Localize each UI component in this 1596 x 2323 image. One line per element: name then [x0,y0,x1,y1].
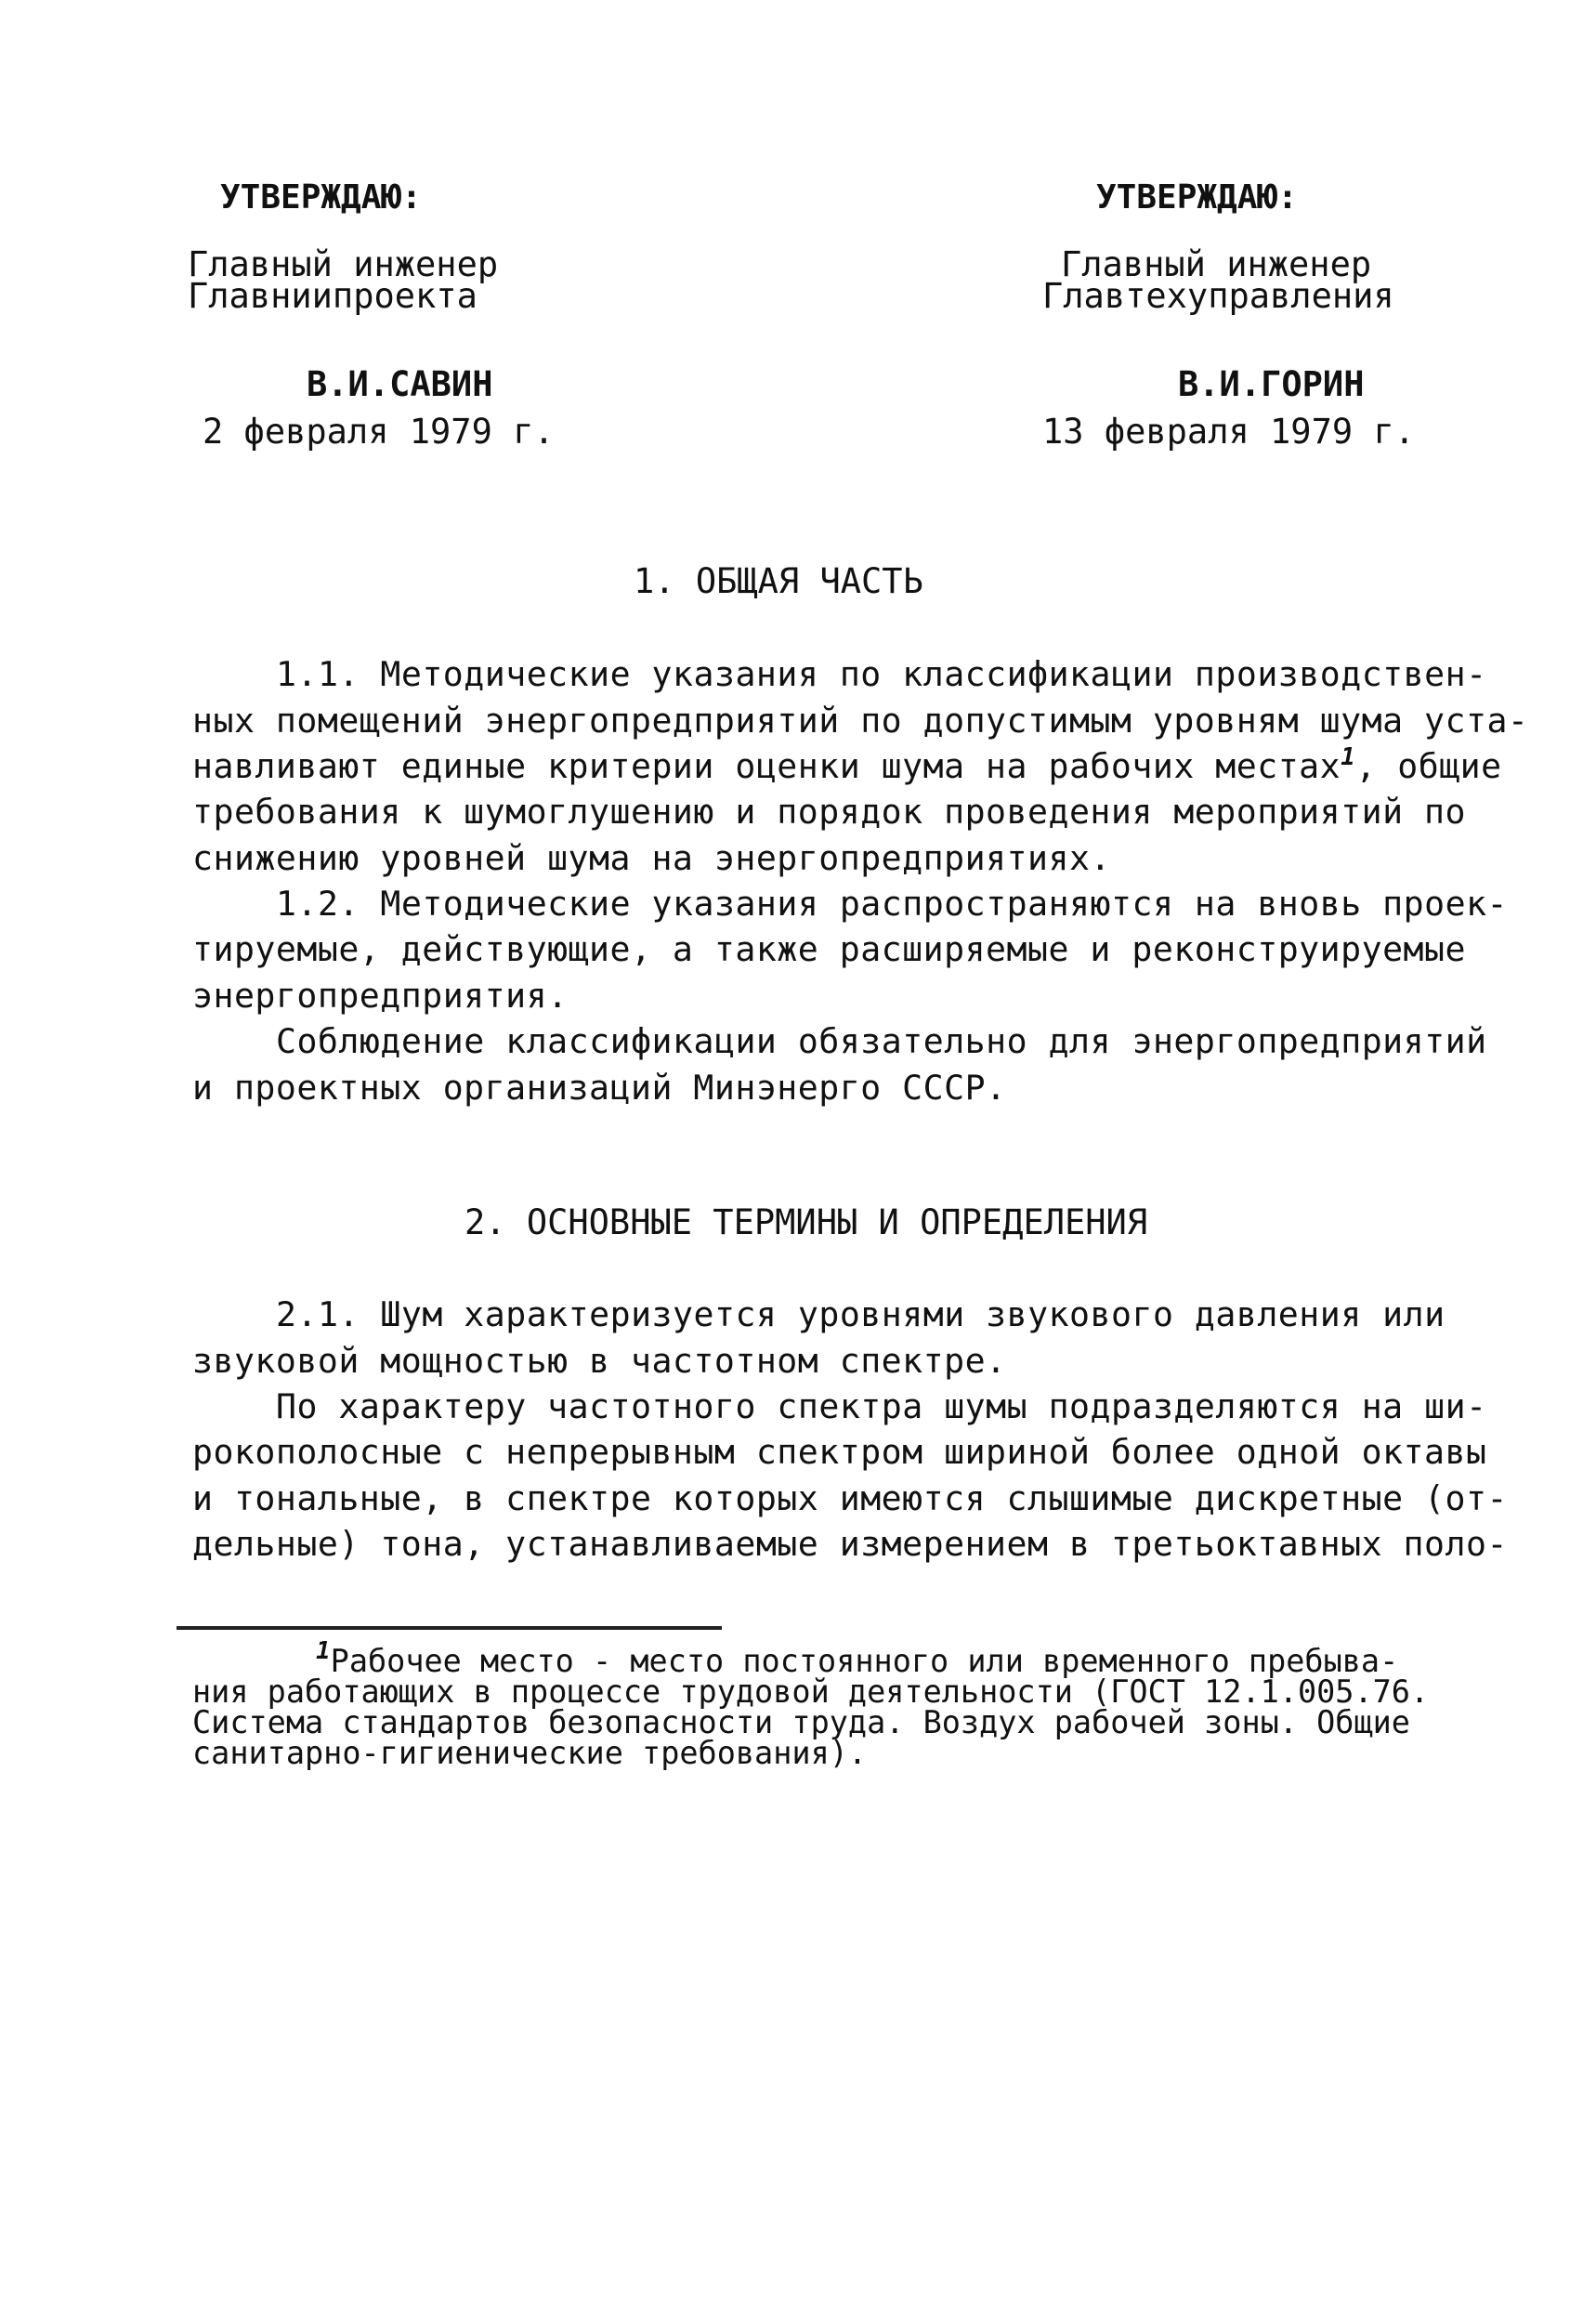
paragraph-line: и проектных организаций Минэнерго СССР. [192,1068,1007,1108]
approval-left-date: 2 февраля 1979 г. [203,412,555,452]
approval-right-date: 13 февраля 1979 г. [1042,412,1415,452]
paragraph-line: требования к шумоглушению и порядок проведения мероприятий по [192,792,1466,832]
approval-right-name: В.И.ГОРИН [1178,364,1365,404]
approval-right-position-1: Главный инженер [1061,244,1372,284]
paragraph-line: 1.2. Методические указания распространяются на вновь проек- [276,884,1509,924]
paragraph-line: 2.1. Шум характеризуется уровнями звукового давления или [276,1294,1446,1334]
footnote-line: ния работающих в процессе трудовой деятельности (ГОСТ 12.1.005.76. [192,1673,1430,1710]
footnote-line [316,1637,1399,1679]
paragraph-line: звуковой мощностью в частотном спектре. [192,1341,1007,1381]
approval-right-position-2: Главтехуправления [1042,276,1394,316]
paragraph-line: тируемые, действующие, а также расширяемые и реконструируемые [192,929,1466,969]
paragraph-line: энергопредприятия. [192,976,569,1016]
paragraph-line: и тональные, в спектре которых имеются слышимые дискретные (от- [192,1478,1508,1518]
paragraph-line: Соблюдение классификации обязательно для энергопредприятий [276,1021,1487,1061]
paragraph-line: 1.1. Методические указания по классификации производствен- [276,654,1487,694]
paragraph-line-tail: , общие [1355,746,1502,786]
paragraph-line: ных помещений энергопредприятий по допустимым уровням шума уста- [192,701,1529,741]
paragraph-line: По характеру частотного спектра шумы подразделяются на ши- [276,1386,1487,1426]
footnote-text: Рабочее место - место постоянного или временного пребыва- [330,1643,1399,1679]
paragraph-line: дельные) тона, устанавливаемые измерением в третьоктавных поло- [192,1524,1508,1564]
approval-left-name: В.И.САВИН [307,364,493,404]
paragraph-line: рокополосные с непрерывным спектром шириной более одной октавы [192,1432,1487,1472]
approval-left-heading: УТВЕРЖДАЮ: [220,178,422,217]
section-2-title: 2. ОСНОВНЫЕ ТЕРМИНЫ И ОПРЕДЕЛЕНИЯ [464,1202,1148,1242]
footnote-line: санитарно-гигиенические требования). [192,1735,868,1771]
approval-right-heading: УТВЕРЖДАЮ: [1096,178,1298,217]
footnote-reference: 1 [1341,743,1356,771]
approval-left-position-1: Главный инженер [188,244,499,284]
footnote-marker: 1 [316,1637,331,1665]
paragraph-line-text: навливают единые критерии оценки шума на рабочих местах [192,746,1341,786]
section-1-title: 1. ОБЩАЯ ЧАСТЬ [634,561,923,601]
footnote-line: Система стандартов безопасности труда. Воздух рабочей зоны. Общие [192,1704,1410,1740]
approval-left-position-2: Главниипроекта [188,276,477,316]
footnote-divider [177,1626,722,1630]
paragraph-line: снижению уровней шума на энергопредприятиях. [192,838,1111,878]
paragraph-line [192,743,1502,786]
